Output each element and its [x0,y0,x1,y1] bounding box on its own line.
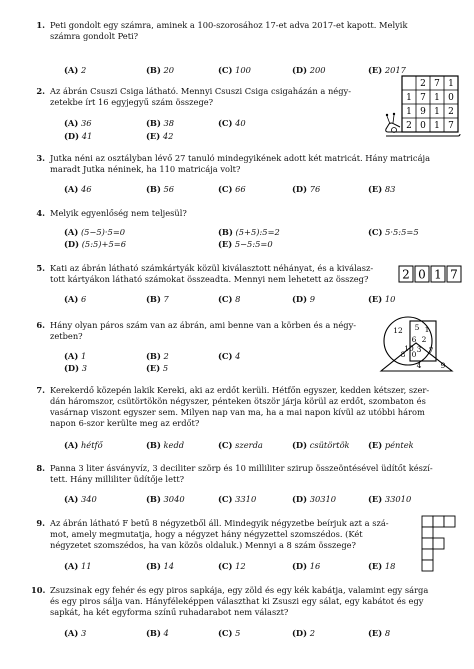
grid-cell: 1 [448,79,454,89]
venn-figure [378,313,458,377]
question-number: 8. [36,463,45,473]
venn-number: 6 [411,335,417,344]
answer-a [64,628,86,639]
answer-a [64,494,97,505]
answer-value: 66 [235,184,246,194]
question-number: 10. [31,585,46,595]
question-line: sapkát, ha két egyforma színű ruhadarabot nem választ? [50,607,289,617]
question-line: Kerekerdő közepén lakik Kereki, aki az erdőt kerüli. Hétfőn egyszer, kedden kétszer, szer- [50,385,430,395]
answer-value: csütörtök [309,440,350,450]
answer-label: (E) [146,363,161,373]
answer-e [368,628,390,639]
grid-cell: 0 [420,121,426,131]
answer-c [218,65,251,76]
answer-label: (C) [218,351,233,361]
answer-b [146,494,185,505]
venn-number: 4 [416,361,422,370]
question-line: és egy piros sálja van. Hányféleképpen választhat ki Zsuszi egy sálat, egy kabátot és egy [50,596,424,606]
answer-a [64,227,125,238]
question-text [50,208,187,219]
answer-value: 3 [81,363,87,373]
question-line: Az ábrán Csuszi Csiga látható. Mennyi Csuszi Csiga csigaházán a négy- [50,86,351,96]
answer-b [146,294,169,305]
question-text [50,320,356,342]
answer-value: 20 [163,65,175,75]
answer-label: (A) [64,494,79,504]
question-number: 5. [36,263,45,273]
answer-c [218,184,246,195]
venn-number: 7 [428,346,434,355]
answer-value: 36 [80,118,92,128]
venn-number: 9 [440,361,446,370]
answer-label: (B) [146,65,161,75]
venn-number: 5 [414,323,420,332]
number-cards [398,264,464,284]
answer-value: 42 [162,131,174,141]
grid-cell: 1 [434,107,440,117]
answer-value: 76 [309,184,321,194]
answer-d [292,184,320,195]
answer-label: (B) [146,351,161,361]
answer-label: (C) [218,440,233,450]
answer-e [368,184,395,195]
answer-value: (5+5):5=2 [235,227,280,237]
question-text [50,20,407,42]
grid-cell: 1 [434,93,440,103]
answer-value: 7 [163,294,169,304]
answer-e [146,131,173,142]
answer-value: (5:5)+5=6 [81,239,126,249]
answer-label: (A) [64,227,79,237]
answer-value: 100 [235,65,251,75]
answer-e [368,294,395,305]
answer-value: 12 [235,561,246,571]
question-line: Zsuzsinak egy fehér és egy piros sapkája, egy zöld és egy kék kabátja, valamint egy sárga [50,585,429,595]
answer-label: (E) [368,184,383,194]
answer-label: (E) [218,239,233,249]
answer-a [64,65,86,76]
answer-value: 14 [163,561,175,571]
venn-number: 2 [421,335,427,344]
question-line: Jutka néni az osztályban lévő 27 tanuló mindegyikének adott két matricát. Hány matricája [50,153,431,163]
answer-b [146,184,174,195]
answer-value: kedd [163,440,185,450]
answer-d [292,65,326,76]
answer-label: (C) [218,184,233,194]
answer-d [64,239,126,250]
question-line: zetekbe írt 16 egyjegyű szám összege? [50,97,214,107]
answer-b [218,227,280,238]
answer-label: (E) [146,131,161,141]
answer-value: 9 [309,294,315,304]
answer-label: (A) [64,561,79,571]
answer-value: péntek [384,440,414,450]
question-line: napon 6-szor kerülte meg az erdőt? [50,418,200,428]
question-line: számra gondolt Peti? [50,31,139,41]
answer-value: hétfő [80,440,103,450]
answer-b [146,628,169,639]
answer-d [292,294,315,305]
answer-value: 2 [80,65,87,75]
answer-value: 3310 [235,494,257,504]
question-text [50,263,373,285]
question-text [50,585,428,618]
answer-label: (B) [146,440,161,450]
answer-a [64,184,92,195]
answer-b [146,440,184,451]
answer-label: (D) [292,65,308,75]
answer-e [146,363,168,374]
venn-number: 0 [411,350,417,359]
grid-cell: 0 [448,93,454,103]
question-line: négyzetet szomszédos, ha van közös oldaluk.) Mennyi a 8 szám összege? [50,540,357,550]
answer-label: (D) [64,363,80,373]
venn-number: 10 [404,344,414,353]
answer-value: 340 [80,494,97,504]
answer-label: (E) [368,494,383,504]
f-shape-figure [420,514,466,576]
answer-value: 1 [80,351,87,361]
card-digit: 0 [418,267,426,282]
snail-figure [384,72,462,144]
answer-value: 11 [80,561,92,571]
answer-label: (B) [146,294,161,304]
answer-label: (A) [64,628,79,638]
answer-d [292,440,350,451]
answer-value: 3040 [163,494,185,504]
answer-value: 40 [235,118,246,128]
venn-number: 8 [400,350,406,359]
answer-value: 2017 [384,65,406,75]
answer-label: (C) [218,561,233,571]
answer-label: (D) [292,294,308,304]
answer-c [218,561,246,572]
answer-value: 5 [162,363,169,373]
grid-cell: 1 [406,93,412,103]
answer-value: 5 [235,628,241,638]
question-number: 4. [36,208,45,218]
answer-value: 8 [235,294,241,304]
venn-number: 12 [393,326,403,335]
card-digit: 7 [450,267,458,282]
answer-label: (E) [368,440,383,450]
question-line: Kati az ábrán látható számkártyák közül kiválasztott néhányat, és a kiválasz- [50,263,374,273]
answer-value: 16 [309,561,321,571]
question-line: maradt Jutka néninek, ha 110 matricája volt? [50,164,241,174]
question-number: 2. [36,86,45,96]
answer-label: (D) [64,131,80,141]
answer-value: 5−5:5=0 [234,239,273,249]
question-line: Melyik egyenlőség nem teljesül? [50,208,187,218]
answer-label: (A) [64,440,79,450]
answer-value: 18 [384,561,396,571]
answer-label: (B) [146,561,161,571]
answer-label: (C) [218,294,233,304]
answer-value: 3 [80,628,87,638]
answer-b [146,65,174,76]
answer-label: (A) [64,184,79,194]
venn-number: 1 [424,325,430,334]
answer-label: (C) [218,494,233,504]
answer-b [146,118,174,129]
answer-value: 30310 [309,494,337,504]
answer-c [218,118,246,129]
venn-number: 3 [416,345,422,354]
question-number: 9. [36,518,45,528]
grid-cell: 1 [406,107,412,117]
answer-label: (E) [368,561,383,571]
grid-cell: 1 [434,121,440,131]
question-line: Hány olyan páros szám van az ábrán, ami benne van a körben és a négy- [50,320,357,330]
grid-cell: 9 [420,107,426,117]
answer-label: (C) [368,227,383,237]
answer-label: (E) [368,628,383,638]
grid-cell: 2 [448,107,454,117]
question-number: 3. [36,153,45,163]
answer-label: (B) [146,494,161,504]
answer-c [218,628,240,639]
answer-d [64,363,87,374]
answer-c [218,494,256,505]
question-line: dán háromszor, csütörtökön négyszer, pénteken ötször járja körül az erdőt, szombaton és [50,396,426,406]
answer-e [368,494,411,505]
answer-label: (B) [218,227,233,237]
answer-label: (A) [64,294,79,304]
answer-value: 8 [384,628,391,638]
question-text [50,518,389,551]
answer-label: (B) [146,184,161,194]
question-line: zetben? [50,331,83,341]
question-line: vasárnap viszont egyszer sem. Milyen nap van ma, ha a mai napon kívül az utóbbi három [50,407,425,417]
answer-value: 6 [80,294,87,304]
answer-label: (D) [292,184,308,194]
answer-value: 33010 [384,494,412,504]
grid-cell: 7 [420,93,426,103]
answer-value: szerda [235,440,263,450]
answer-a [64,351,86,362]
answer-label: (B) [146,118,161,128]
question-text [50,463,433,485]
answer-label: (D) [292,440,308,450]
answer-label: (E) [368,294,383,304]
card-digit: 1 [434,267,442,282]
answer-d [292,494,336,505]
answer-value: (5−5)·5=0 [80,227,126,237]
answer-e [218,239,273,250]
answer-c [218,440,263,451]
answer-d [292,628,315,639]
answer-e [368,561,395,572]
question-line: mot, amely megmutatja, hogy a négyzet hány négyzettel szomszédos. (Két [50,529,363,539]
question-line: Az ábrán látható F betű 8 négyzetből áll. Mindegyik négyzetbe beírjuk azt a szá- [50,518,389,528]
answer-c [218,294,240,305]
answer-a [64,440,103,451]
question-number: 1. [36,20,45,30]
answer-a [64,294,86,305]
answer-label: (A) [64,65,79,75]
answer-label: (D) [292,561,308,571]
answer-e [368,440,414,451]
answer-label: (C) [218,628,233,638]
answer-label: (B) [146,628,161,638]
question-text [50,385,429,429]
answer-value: 4 [235,351,241,361]
answer-value: 56 [163,184,175,194]
answer-label: (D) [292,628,308,638]
grid-cell: 2 [420,79,426,89]
question-line: Peti gondolt egy számra, aminek a 100-szorosához 17-et adva 2017-et kapott. Melyik [50,20,408,30]
answer-value: 46 [80,184,92,194]
answer-b [146,351,169,362]
answer-value: 83 [384,184,396,194]
grid-cell: 7 [434,79,440,89]
answer-label: (C) [218,65,233,75]
card-digit: 2 [402,267,410,282]
answer-value: 2 [163,351,169,361]
answer-label: (E) [368,65,383,75]
answer-a [64,561,92,572]
answer-value: 5·5:5=5 [385,227,419,237]
answer-value: 10 [384,294,396,304]
answer-d [292,561,320,572]
answer-label: (D) [64,239,80,249]
answer-b [146,561,174,572]
question-line: tott kártyákon látható számokat összeadta. Mennyi nem lehetett az összeg? [50,274,369,284]
question-text [50,86,351,108]
answer-label: (A) [64,118,79,128]
answer-label: (D) [292,494,308,504]
answer-value: 41 [81,131,93,141]
grid-cell: 2 [406,121,412,131]
answer-value: 200 [309,65,326,75]
answer-label: (A) [64,351,79,361]
question-line: Panna 3 liter ásványvíz, 3 deciliter szörp és 10 milliliter szirup összeöntésével üdítőt készí- [50,463,433,473]
answer-d [64,131,92,142]
grid-cell: 7 [448,121,454,131]
answer-c [218,351,240,362]
answer-c [368,227,419,238]
answer-value: 4 [163,628,169,638]
question-number: 7. [36,385,45,395]
question-line: tett. Hány milliliter üdítője lett? [50,474,185,484]
answer-value: 2 [309,628,315,638]
answer-label: (C) [218,118,233,128]
question-number: 6. [36,320,45,330]
answer-value: 38 [163,118,175,128]
question-text [50,153,430,175]
answer-a [64,118,92,129]
